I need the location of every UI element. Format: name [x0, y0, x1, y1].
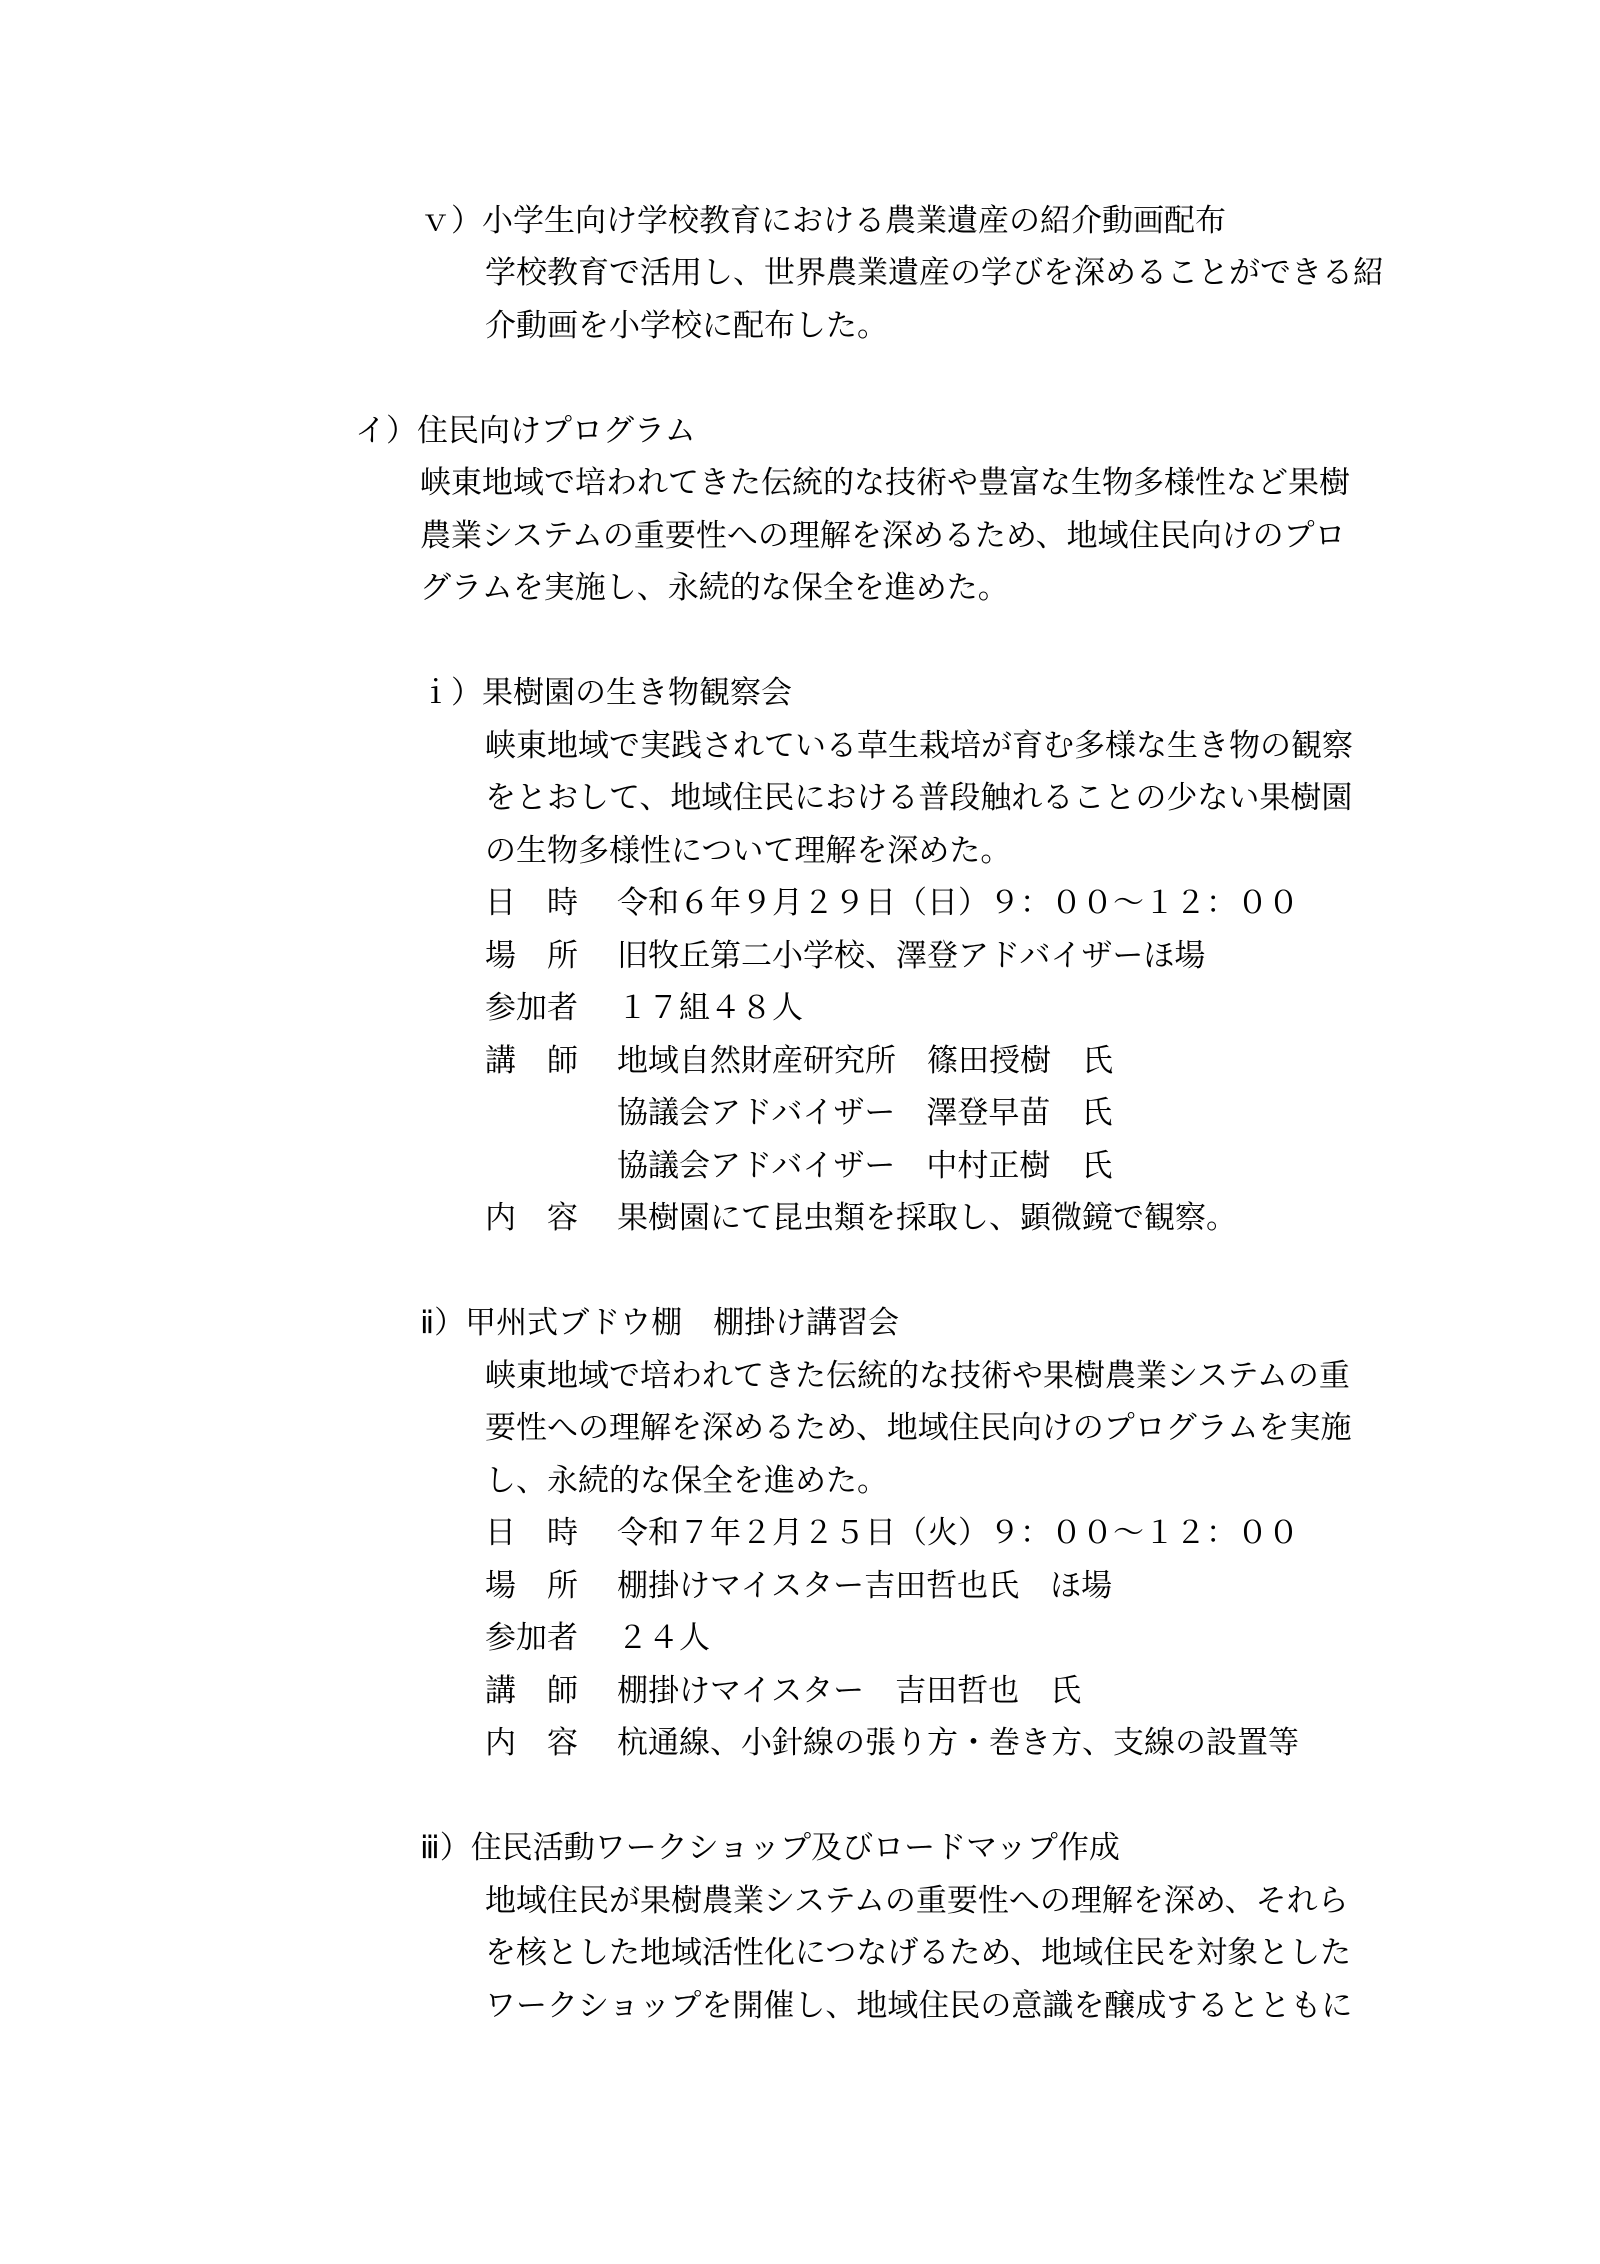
- item2-lecturer-label: 講 師: [485, 1673, 578, 1709]
- section-v-heading: ｖ）小学生向け学校教育における農業遺産の紹介動画配布: [420, 203, 1226, 239]
- item2-heading: ⅱ）甲州式ブドウ棚 棚掛け講習会: [420, 1305, 900, 1341]
- program-heading: イ）住民向けプログラム: [355, 413, 696, 449]
- item2-place-label: 場 所: [485, 1568, 578, 1604]
- item1-lecturer: 地域自然財産研究所 篠田授樹 氏: [617, 1043, 1113, 1079]
- item2-lecturer-value: 棚掛けマイスター 吉田哲也 氏: [617, 1673, 1082, 1709]
- item2-participants-label: 参加者: [485, 1620, 578, 1656]
- item3-body-line: ワークショップを開催し、地域住民の意識を醸成するとともに: [485, 1988, 1353, 2024]
- item1-place-value: 旧牧丘第二小学校、澤登アドバイザーほ場: [617, 938, 1206, 974]
- item1-date-value: 令和６年９月２９日（日）９：００～１２：００: [617, 885, 1299, 921]
- section-v-body-line: 介動画を小学校に配布した。: [485, 308, 888, 344]
- item1-lecturer-label: 講 師: [485, 1043, 578, 1079]
- item1-body-line: 峡東地域で実践されている草生栽培が育む多様な生き物の観察: [485, 728, 1353, 764]
- item2-date-value: 令和７年２月２５日（火）９：００～１２：００: [617, 1515, 1299, 1551]
- item1-participants-label: 参加者: [485, 990, 578, 1026]
- item1-body-line: の生物多様性について理解を深めた。: [485, 833, 1012, 869]
- item2-date-label: 日 時: [485, 1515, 578, 1551]
- item1-date-label: 日 時: [485, 885, 578, 921]
- item2-body-line: 要性への理解を深めるため、地域住民向けのプログラムを実施: [485, 1410, 1352, 1446]
- item1-body-line: をとおして、地域住民における普段触れることの少ない果樹園: [485, 780, 1353, 816]
- item2-body-line: し、永続的な保全を進めた。: [485, 1463, 888, 1499]
- item1-participants-value: １７組４８人: [617, 990, 803, 1026]
- item1-lecturer: 協議会アドバイザー 澤登早苗 氏: [617, 1095, 1113, 1131]
- item2-place-value: 棚掛けマイスター吉田哲也氏 ほ場: [617, 1568, 1113, 1604]
- item2-content-label: 内 容: [485, 1725, 578, 1761]
- item3-body-line: を核とした地域活性化につなげるため、地域住民を対象とした: [485, 1935, 1352, 1971]
- item3-body-line: 地域住民が果樹農業システムの重要性への理解を深め、それら: [485, 1883, 1349, 1919]
- item2-participants-value: ２４人: [617, 1620, 710, 1656]
- program-body-line: 農業システムの重要性への理解を深めるため、地域住民向けのプロ: [420, 518, 1346, 554]
- item1-lecturer: 協議会アドバイザー 中村正樹 氏: [617, 1148, 1113, 1184]
- item3-heading: ⅲ）住民活動ワークショップ及びロードマップ作成: [420, 1830, 1120, 1866]
- item1-content-label: 内 容: [485, 1200, 578, 1236]
- item2-content-value: 杭通線、小針線の張り方・巻き方、支線の設置等: [617, 1725, 1299, 1761]
- item1-content-value: 果樹園にて昆虫類を採取し、顕微鏡で観察。: [617, 1200, 1237, 1236]
- item1-heading: ｉ）果樹園の生き物観察会: [420, 675, 792, 711]
- section-v-body-line: 学校教育で活用し、世界農業遺産の学びを深めることができる紹: [485, 255, 1384, 291]
- program-body-line: グラムを実施し、永続的な保全を進めた。: [420, 570, 1009, 606]
- item1-place-label: 場 所: [485, 938, 578, 974]
- item2-body-line: 峡東地域で培われてきた伝統的な技術や果樹農業システムの重: [485, 1358, 1350, 1394]
- program-body-line: 峡東地域で培われてきた伝統的な技術や豊富な生物多様性など果樹: [420, 465, 1350, 501]
